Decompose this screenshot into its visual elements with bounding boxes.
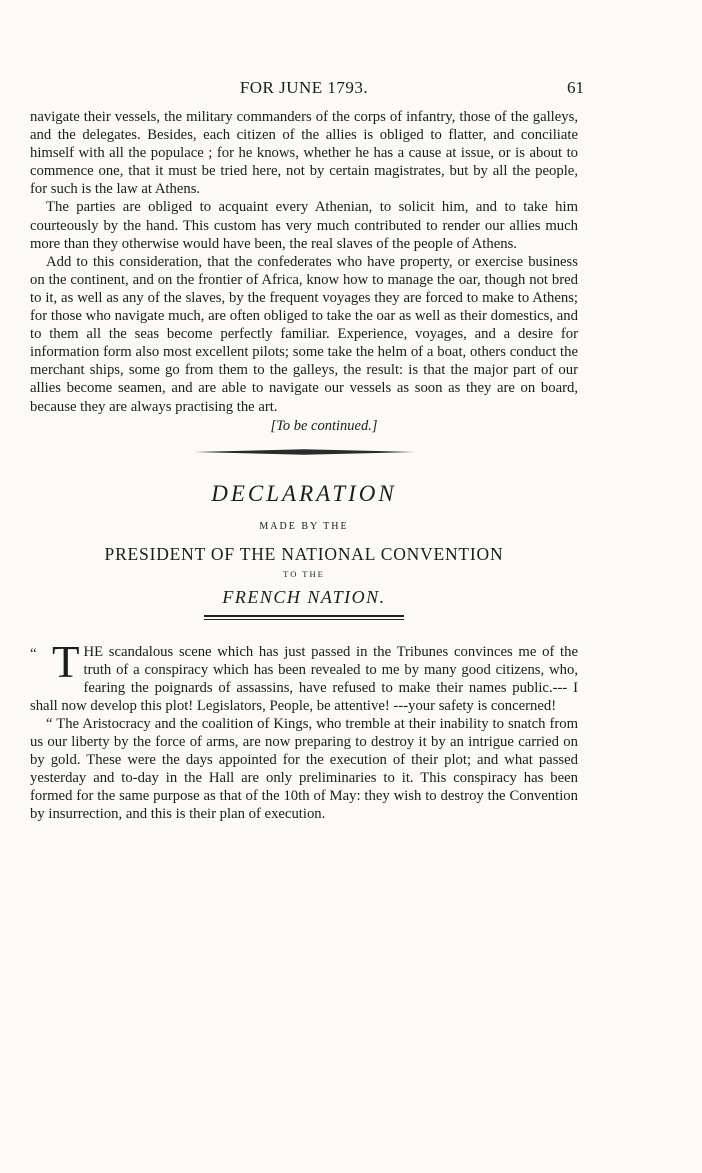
to-the-line: TO THE	[283, 568, 325, 579]
article-continuation	[30, 108, 578, 435]
paragraph-3: Add to this consideration, that the confederates who have property, or exercise business on the continent, and on the frontier of Africa, know how to manage the oar, though not bred to it, as well as any of the slaves, by the frequent voyages they are forced to make to Athens; for those who navigate much, are often obliged to take the oar as well as their domestics, and to them all the seas become perfectly familiar. Experience, voyages, and a desire for information form also most excellent pilots; some take the helm of a boat, others conduct the merchant ships, some go from them to the galleys, the result: is that the major part of our allies become seamen, and are able to navigate our vessels as soon as they are on board, because they are always practising the art.	[30, 253, 578, 415]
declaration-paragraph-1-text: HE scandalous scene which has just passed in the Tribunes convinces me of the truth of a conspiracy which has been revealed to me by many good citizens, who, fearing the poignards of assassins, have refused to make their names public.--- I shall now develop this plot! Legislators, People, be attentive! ---your safety is concerned!	[30, 643, 578, 714]
made-by-line: MADE BY THE	[259, 520, 349, 532]
double-rule-divider	[204, 615, 404, 620]
president-line: PRESIDENT OF THE NATIONAL CONVENTION	[104, 543, 504, 564]
page-header	[30, 78, 584, 108]
ornamental-rule-icon	[194, 448, 414, 456]
to-be-continued: [To be continued.]	[270, 417, 378, 434]
drop-cap: T	[52, 636, 80, 687]
declaration-paragraph-1	[30, 636, 578, 715]
declaration-paragraph-2: “ The Aristocracy and the coalition of Kings, who tremble at their inability to snatch from us our liberty by the force of arms, are now preparing to destroy it by an intrigue carried on by gold. These were the days appointed for the execution of their plot; and what passed yesterday and to-day in the Hall are only preliminaries to it. This conspiracy has been formed for the same purpose as that of the 10th of May: they wish to destroy the Convention by insurrection, and this is their plan of execution.	[30, 715, 578, 823]
declaration-heading	[30, 480, 578, 608]
paragraph-1: navigate their vessels, the military commanders of the corps of infantry, those of the galleys, and the delegates. Besides, each citizen of the allies is obliged to flatter, and conciliate himself with all the populace ; for he knows, whether he has a cause at issue, or is about to commence one, that it must be tried here, not by certain magistrates, but by all the people, for such is the law at Athens.	[30, 109, 578, 198]
running-head: FOR JUNE 1793.	[239, 78, 369, 97]
book-page	[30, 78, 584, 824]
opening-quote: “	[30, 645, 37, 662]
declaration-title: DECLARATION	[211, 480, 397, 506]
declaration-body	[30, 636, 578, 824]
nation-line: FRENCH NATION.	[222, 586, 386, 607]
page-number: 61	[567, 78, 584, 97]
paragraph-2: The parties are obliged to acquaint every Athenian, to solicit him, and to take him courteously by the hand. This custom has very much contributed to render our allies much more than they otherwise would have been, the real slaves of the people of Athens.	[30, 199, 578, 252]
